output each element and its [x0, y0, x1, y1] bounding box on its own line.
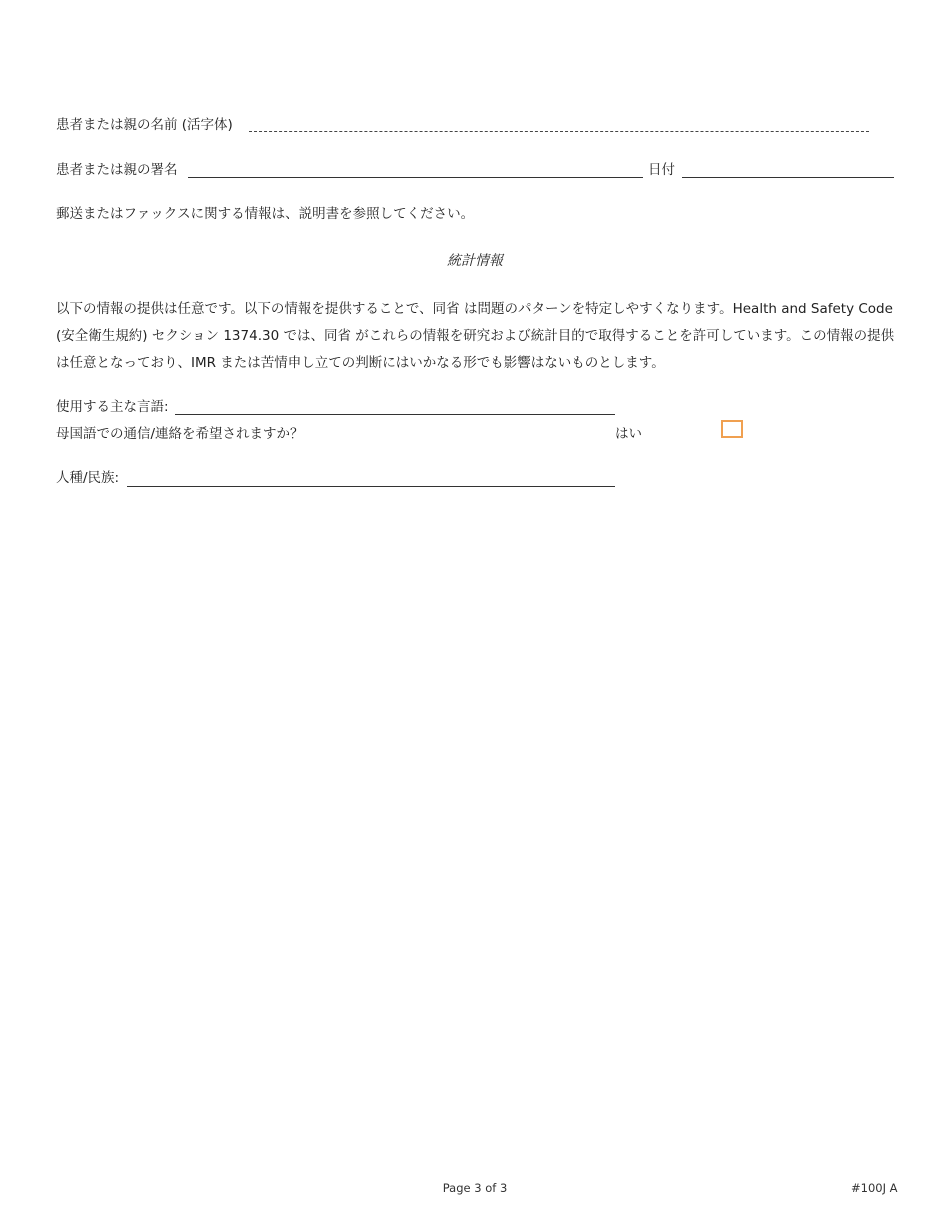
printed-name-field[interactable] — [249, 131, 869, 132]
statistics-paragraph: 以下の情報の提供は任意です。以下の情報を提供することで、同省 は問題のパターンを特定しやすくなります。Health and Safety Code (安全衛生規約) セクション 1374.30 では、同省 がこれらの情報を研究および統計目的で取得することを許可しています。この情報の提供は任意となっており、IMR または苦情申し立ての判断にはいかなる形でも影響はないものとします。 — [56, 301, 895, 371]
yes-checkbox[interactable] — [721, 420, 743, 438]
signature-field[interactable] — [188, 177, 643, 178]
language-field[interactable] — [175, 414, 615, 415]
race-field[interactable] — [127, 486, 615, 487]
statistics-heading: 統計情報 — [447, 253, 503, 269]
date-field[interactable] — [682, 177, 894, 178]
date-label: 日付 — [648, 162, 675, 178]
page-number: Page 3 of 3 — [442, 1181, 508, 1195]
native-comm-question: 母国語での通信/連絡を希望されますか？ — [56, 426, 304, 442]
language-label: 使用する主な言語: — [56, 399, 169, 415]
form-id: #100J A — [851, 1181, 898, 1195]
mail-fax-note: 郵送またはファックスに関する情報は、説明書を参照してください。 — [56, 206, 475, 222]
yes-label: はい — [615, 426, 642, 442]
signature-label: 患者または親の署名 — [56, 162, 178, 178]
printed-name-label: 患者または親の名前 (活字体) — [56, 117, 233, 133]
race-label: 人種/民族: — [56, 470, 120, 486]
